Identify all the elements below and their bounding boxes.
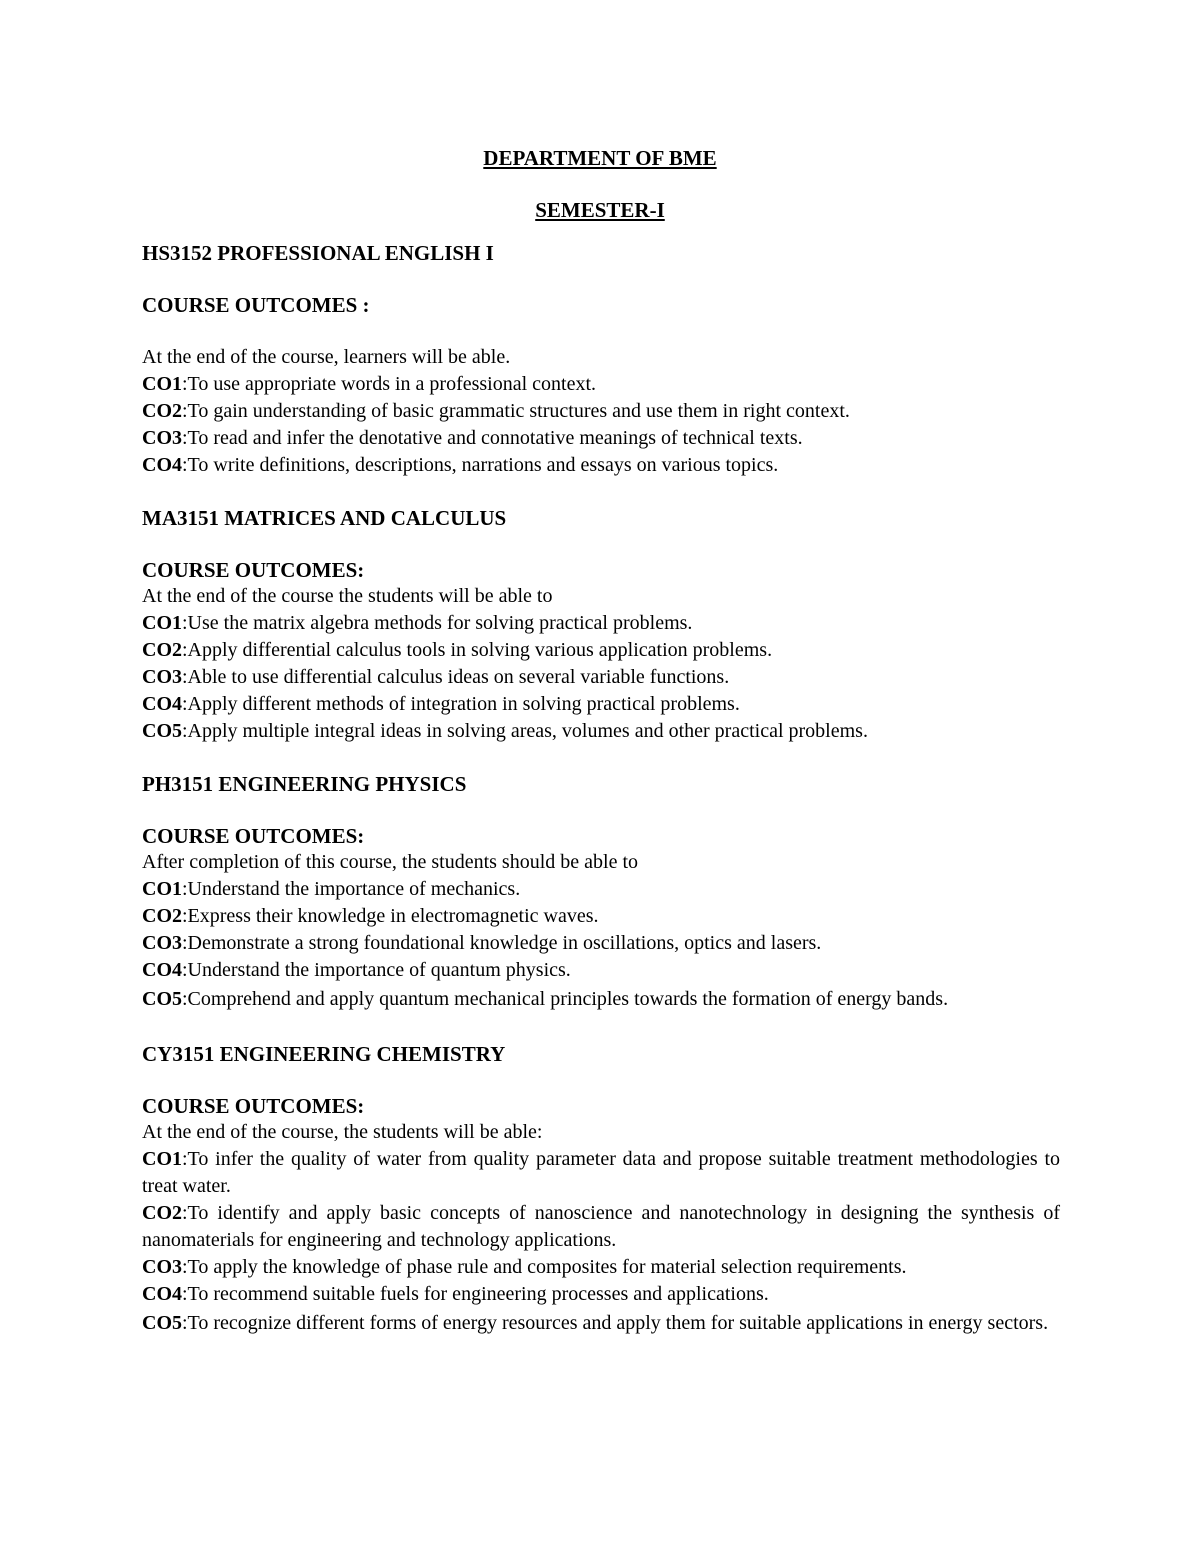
outcome-code: CO1 (142, 1148, 182, 1170)
outcome-item (142, 664, 1060, 691)
outcome-code: CO3 (142, 932, 182, 954)
outcome-item (142, 1308, 1060, 1339)
outcome-text: :Understand the importance of mechanics. (182, 878, 521, 900)
outcome-code: CO3 (142, 666, 182, 688)
outcome-code: CO2 (142, 400, 182, 422)
outcome-code: CO2 (142, 639, 182, 661)
outcome-item (142, 610, 1060, 637)
outcome-text: :To apply the knowledge of phase rule and composites for material selection requirements. (182, 1256, 907, 1278)
outcome-text: :To gain understanding of basic grammatic structures and use them in right context. (182, 400, 850, 422)
outcome-item (142, 398, 1060, 425)
outcome-text: :Express their knowledge in electromagnetic waves. (182, 905, 599, 927)
outcome-item (142, 903, 1060, 930)
outcome-code: CO2 (142, 1202, 182, 1224)
course-title: HS3152 PROFESSIONAL ENGLISH I (142, 241, 494, 265)
course-section (142, 240, 1060, 479)
outcome-text: :To write definitions, descriptions, narrations and essays on various topics. (182, 454, 779, 476)
outcomes-intro: At the end of the course the students will be able to (142, 585, 553, 607)
outcome-item (142, 1200, 1060, 1254)
outcome-code: CO4 (142, 959, 182, 981)
outcome-code: CO5 (142, 988, 182, 1010)
outcome-text: :To recommend suitable fuels for engineering processes and applications. (182, 1283, 769, 1305)
outcomes-label: COURSE OUTCOMES: (142, 558, 365, 582)
outcome-item (142, 425, 1060, 452)
outcome-text: :Apply multiple integral ideas in solving areas, volumes and other practical problems. (182, 720, 868, 742)
outcome-text: :To read and infer the denotative and connotative meanings of technical texts. (182, 427, 803, 449)
department-heading: DEPARTMENT OF BME (483, 146, 717, 170)
outcome-text: :Apply differential calculus tools in solving various application problems. (182, 639, 773, 661)
outcome-code: CO3 (142, 427, 182, 449)
course-title: PH3151 ENGINEERING PHYSICS (142, 772, 467, 796)
outcomes-intro: After completion of this course, the students should be able to (142, 851, 639, 873)
outcome-text: :Able to use differential calculus ideas on several variable functions. (182, 666, 730, 688)
outcome-item (142, 984, 1060, 1015)
outcomes-label: COURSE OUTCOMES : (142, 293, 370, 317)
course-title: MA3151 MATRICES AND CALCULUS (142, 506, 507, 530)
outcome-item (142, 691, 1060, 718)
outcome-code: CO4 (142, 1283, 182, 1305)
semester-heading: SEMESTER-I (535, 198, 665, 222)
outcome-code: CO1 (142, 878, 182, 900)
outcome-code: CO5 (142, 720, 182, 742)
outcome-item (142, 876, 1060, 903)
outcome-item (142, 957, 1060, 984)
outcome-text: :Use the matrix algebra methods for solving practical problems. (182, 612, 693, 634)
course-section (142, 1041, 1060, 1339)
outcomes-label: COURSE OUTCOMES: (142, 824, 365, 848)
outcomes-intro: At the end of the course, learners will be able. (142, 346, 511, 368)
outcome-text: :To recognize different forms of energy resources and apply them for suitable applications in energy sectors. (182, 1312, 1049, 1334)
outcome-code: CO1 (142, 373, 182, 395)
outcome-code: CO4 (142, 693, 182, 715)
outcomes-label: COURSE OUTCOMES: (142, 1094, 365, 1118)
outcome-item (142, 637, 1060, 664)
outcome-code: CO5 (142, 1312, 182, 1334)
course-section (142, 771, 1060, 1015)
outcome-text: :Apply different methods of integration in solving practical problems. (182, 693, 740, 715)
outcome-code: CO1 (142, 612, 182, 634)
outcome-code: CO4 (142, 454, 182, 476)
outcomes-intro: At the end of the course, the students will be able: (142, 1121, 543, 1143)
outcome-item (142, 452, 1060, 479)
outcome-item (142, 1254, 1060, 1281)
course-section (142, 505, 1060, 745)
outcome-text: :Comprehend and apply quantum mechanical principles towards the formation of energy bands. (182, 988, 949, 1010)
outcome-item (142, 1146, 1060, 1200)
outcome-text: :To use appropriate words in a professional context. (182, 373, 597, 395)
outcome-item (142, 1281, 1060, 1308)
outcome-text: :Understand the importance of quantum physics. (182, 959, 571, 981)
outcome-text: :Demonstrate a strong foundational knowledge in oscillations, optics and lasers. (182, 932, 822, 954)
outcome-code: CO3 (142, 1256, 182, 1278)
outcome-text: :To identify and apply basic concepts of nanoscience and nanotechnology in designing the synthesis of nanomaterials for engineering and technology applications. (142, 1202, 1060, 1251)
course-title: CY3151 ENGINEERING CHEMISTRY (142, 1042, 506, 1066)
outcome-item (142, 930, 1060, 957)
course-list (142, 240, 1060, 1339)
outcome-text: :To infer the quality of water from quality parameter data and propose suitable treatment methodologies to treat water. (142, 1148, 1060, 1197)
outcome-item (142, 371, 1060, 398)
outcome-code: CO2 (142, 905, 182, 927)
outcome-item (142, 718, 1060, 745)
